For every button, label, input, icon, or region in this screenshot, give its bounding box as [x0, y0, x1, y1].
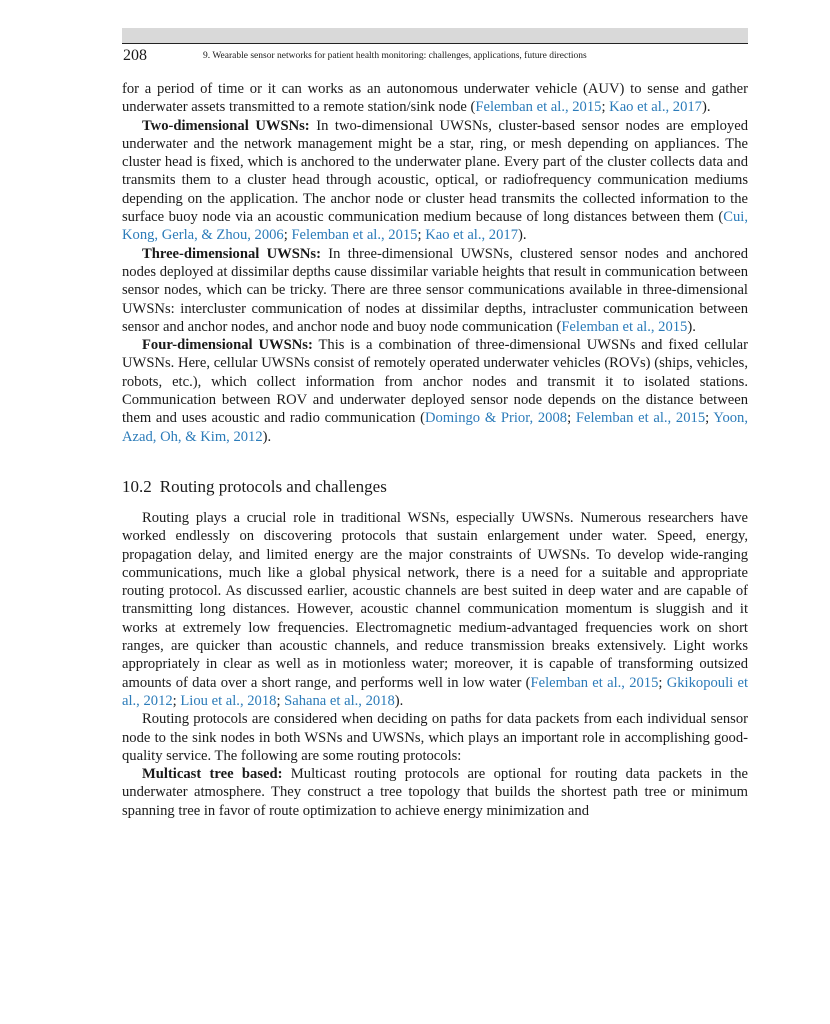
citation-link[interactable]: Kao et al., 2017	[425, 227, 518, 244]
term-heading: Three-dimensional UWSNs:	[142, 245, 321, 262]
term-heading: Two-dimensional UWSNs:	[142, 117, 310, 134]
paragraph-multicast-tree: Multicast tree based: Multicast routing protocols are optional for routing data packets in the underwater atmosphere. They construct a tree topology that builds the shortest path tree or minimum spanning tree in favor of route optimization to achieve energy minimization and	[122, 766, 748, 819]
citation-link[interactable]: Felemban et al., 2015	[561, 318, 688, 335]
section-title: Routing protocols and challenges	[159, 476, 387, 496]
citation-link[interactable]: Gkikopouli et al., 2012	[122, 674, 749, 709]
header-rule	[122, 43, 748, 44]
citation-link[interactable]: Felemban et al., 2015	[291, 227, 418, 244]
section-heading	[122, 477, 748, 497]
citation-link[interactable]: Kao et al., 2017	[609, 99, 702, 116]
paragraph-routing-paths: Routing protocols are considered when deciding on paths for data packets from each individual sensor node to the sink nodes in both WSNs and UWSNs, which plays an important role in accomplishing good-quality service. The following are some routing protocols:	[122, 711, 748, 764]
page-number: 208	[123, 47, 147, 64]
citation-link[interactable]: Yoon, Azad, Oh, & Kim, 2012	[122, 410, 748, 445]
citation-link[interactable]: Felemban et al., 2015	[475, 99, 602, 116]
paragraph-auv-continuation: for a period of time or it can works as an autonomous underwater vehicle (AUV) to sense and gather underwater assets transmitted to a remote station/sink node (Felemban et al., 2015; Kao et al., 2017).	[122, 81, 748, 116]
citation-link[interactable]: Cui, Kong, Gerla, & Zhou, 2006	[122, 209, 748, 244]
citation-link[interactable]: Felemban et al., 2015	[530, 674, 659, 691]
paragraph-three-dimensional: Three-dimensional UWSNs: In three-dimensional UWSNs, clustered sensor nodes and anchored nodes deployed at dissimilar depths cause dissimilar variable heights that result in communication between sensor nodes, which can be tricky. There are three sensor communications available in three-dimensional UWSNs: intercluster communication of nodes at dissimilar depths, intracluster communication between sensor and anchor nodes, and anchor node and buoy node communication (Felemban et al., 2015).	[122, 245, 748, 335]
paragraph-four-dimensional: Four-dimensional UWSNs: This is a combination of three-dimensional UWSNs and fixed cellular UWSNs. Here, cellular UWSNs consist of remotely operated underwater vehicles (ROVs) (ships, vehicles, robots, etc.), which collect information from anchor nodes and transmit it to isolated stations. Communication between ROV and underwater deployed sensor node depends on the distance between them and uses acoustic and radio communication (Domingo & Prior, 2008; Felemban et al., 2015; Yoon, Azad, Oh, & Kim, 2012).	[122, 337, 748, 445]
paragraph-two-dimensional: Two-dimensional UWSNs: In two-dimensional UWSNs, cluster-based sensor nodes are employed underwater and the network management might be a star, ring, or mesh depending on appliances. The cluster head is fixed, which is anchored to the underwater plane. Every part of the cluster collects data and transmits them to a cluster head through acoustic, optical, or radiofrequency communication mediums depending on the application. The anchor node or cluster head transmits the collected information to the surface buoy node via an acoustic communication medium because of long distances between them (Cui, Kong, Gerla, & Zhou, 2006; Felemban et al., 2015; Kao et al., 2017).	[122, 117, 749, 244]
section-number: 10.2	[122, 476, 152, 496]
running-head: 9. Wearable sensor networks for patient health monitoring: challenges, applications, future directions	[203, 51, 587, 61]
citation-link[interactable]: Sahana et al., 2018	[284, 692, 395, 709]
citation-link[interactable]: Liou et al., 2018	[180, 692, 277, 709]
citation-link[interactable]: Domingo & Prior, 2008	[424, 410, 568, 427]
paragraph-routing-intro: Routing plays a crucial role in traditional WSNs, especially UWSNs. Numerous researchers have worked endlessly on discovering protocols that sustain enlargement under water. Speed, energy, propagation delay, and limited energy are the major constraints of UWSNs. To develop wide-ranging communications, much like a global physical network, there is a need for a suitable and appropriate routing protocol. As discussed earlier, acoustic channels are best suited in deep water and are capable of transmitting long distances. However, acoustic channel communication momentum is sluggish and it works at extremely low frequencies. Electromagnetic medium-advantaged frequencies work on short ranges, are quicker than acoustic channels, and reduce transmission breaks extensively. Light works appropriately in clear as well as in motionless water; moreover, it is capable of transforming outsized amounts of data over a short range, and performs well in low water (Felemban et al., 2015; Gkikopouli et al., 2012; Liou et al., 2018; Sahana et al., 2018).	[122, 509, 749, 709]
header-band	[122, 28, 748, 43]
term-heading: Four-dimensional UWSNs:	[142, 337, 313, 354]
page-body	[122, 80, 748, 820]
citation-link[interactable]: Felemban et al., 2015	[575, 410, 706, 427]
term-heading: Multicast tree based:	[142, 766, 283, 783]
